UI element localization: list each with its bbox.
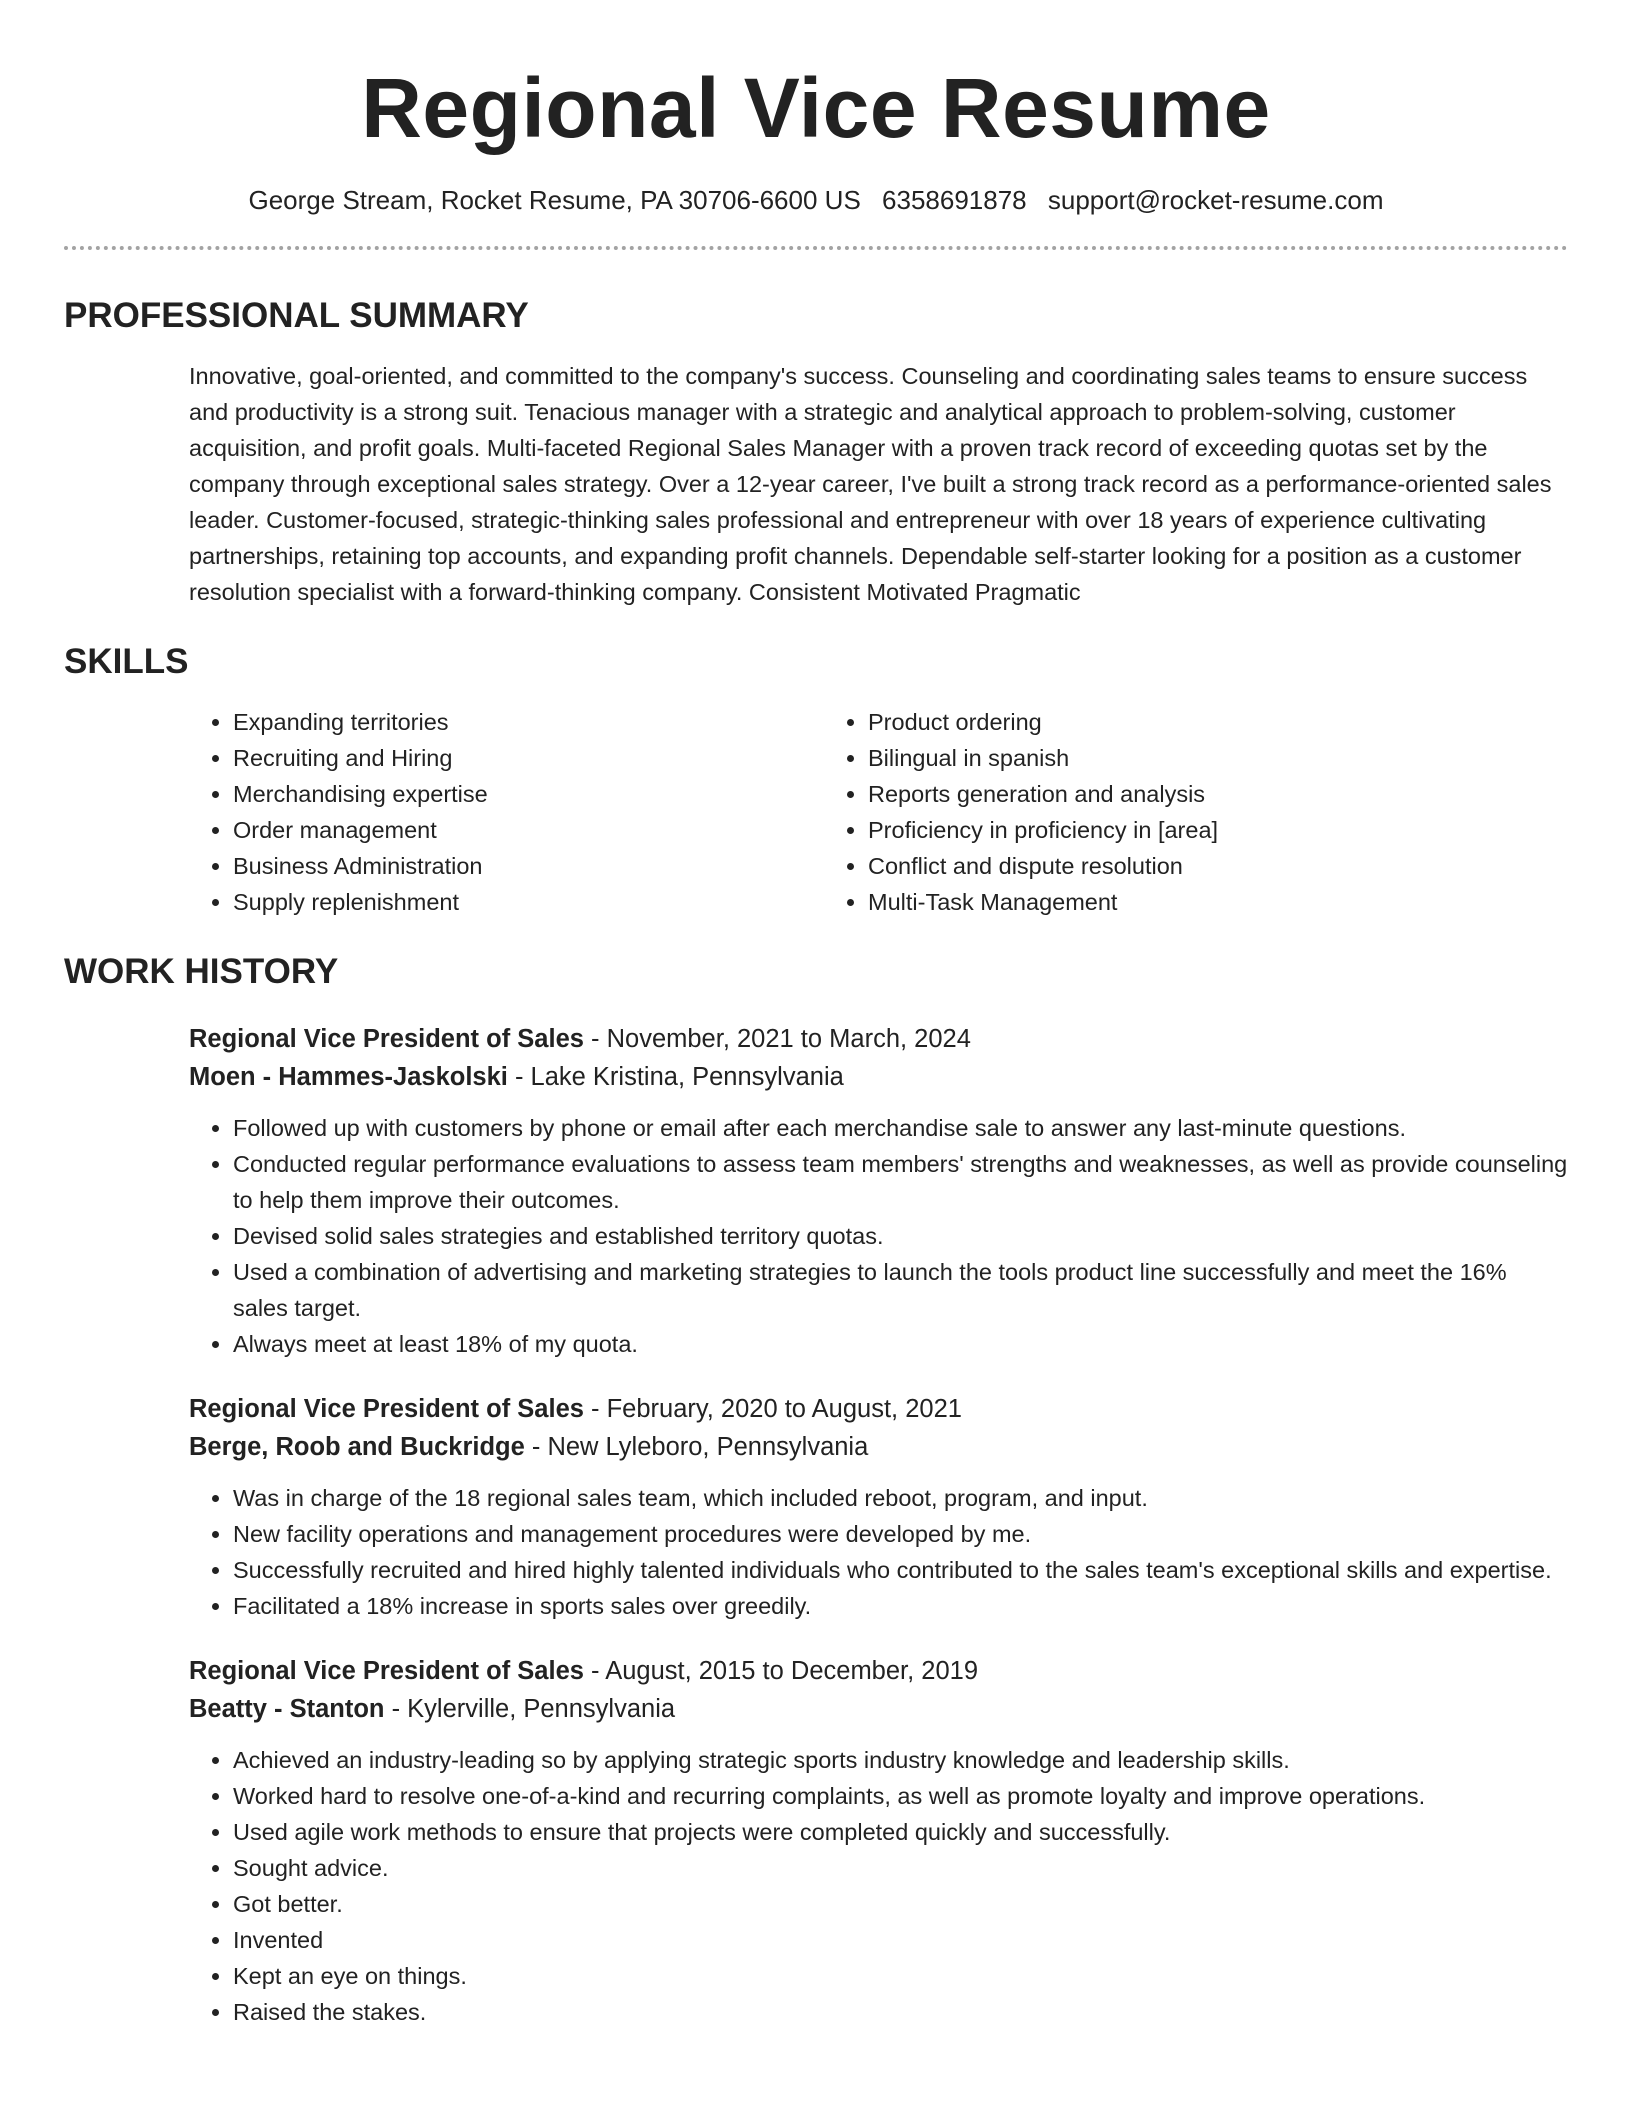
job-dates: - August, 2015 to December, 2019	[583, 1657, 979, 1685]
skill-item: • Expanding territories	[233, 704, 824, 740]
contact-line	[64, 184, 1568, 216]
contact-address: George Stream, Rocket Resume, PA 30706-6600 US	[248, 185, 861, 215]
job-title-line	[189, 1390, 1568, 1428]
summary-text: Innovative, goal-oriented, and committed to the company's success. Counseling and coordinating sales teams to ensure success and productivity is a strong suit. Tenacious manager with a strategic and analytical approach to problem-solving, customer acquisition, and profit goals. Multi-faceted Regional Sales Manager with a proven track record of exceeding quotas set by the company through exceptional sales strategy. Over a 12-year career, I've built a strong track record as a performance-oriented sales leader. Customer-focused, strategic-thinking sales professional and entrepreneur with over 18 years of experience cultivating partnerships, retaining top accounts, and expanding profit channels. Dependable self-starter looking for a position as a customer resolution specialist with a forward-thinking company. Consistent Motivated Pragmatic	[189, 363, 1552, 605]
job-bullet: • Facilitated a 18% increase in sports sales over greedily.	[233, 1588, 1568, 1624]
job-company-line	[189, 1058, 1568, 1096]
job-bullet: • Kept an eye on things.	[233, 1958, 1568, 1994]
job-location: - Lake Kristina, Pennsylvania	[507, 1063, 844, 1091]
job-entry	[189, 1390, 1568, 1624]
skill-item: • Reports generation and analysis	[868, 776, 1459, 812]
skill-item: • Bilingual in spanish	[868, 740, 1459, 776]
skill-item: • Proficiency in proficiency in [area]	[868, 812, 1459, 848]
job-company-line	[189, 1428, 1568, 1466]
job-company-line	[189, 1690, 1568, 1728]
job-bullet: • Followed up with customers by phone or email after each merchandise sale to answer any last-minute questions.	[233, 1110, 1568, 1146]
skill-item: • Multi-Task Management	[868, 884, 1459, 920]
job-bullet: • Used agile work methods to ensure that projects were completed quickly and successfully.	[233, 1814, 1568, 1850]
job-entry	[189, 1652, 1568, 2030]
job-dates: - November, 2021 to March, 2024	[583, 1025, 971, 1053]
job-bullet: • Was in charge of the 18 regional sales team, which included reboot, program, and input.	[233, 1480, 1568, 1516]
skills-heading: SKILLS	[64, 642, 189, 681]
skills-section	[64, 640, 1568, 920]
job-bullet: • Conducted regular performance evaluations to assess team members' strengths and weaknesses, as well as provide counseling to help them improve their outcomes.	[233, 1146, 1568, 1218]
header-divider	[64, 246, 1568, 250]
job-bullet: • Sought advice.	[233, 1850, 1568, 1886]
skill-item: • Business Administration	[233, 848, 824, 884]
skill-item: • Supply replenishment	[233, 884, 824, 920]
job-bullet: • Got better.	[233, 1886, 1568, 1922]
job-bullets	[189, 1110, 1568, 1362]
job-bullet: • Worked hard to resolve one-of-a-kind and recurring complaints, as well as promote loyalty and improve operations.	[233, 1778, 1568, 1814]
skill-item: • Order management	[233, 812, 824, 848]
skill-item: • Conflict and dispute resolution	[868, 848, 1459, 884]
contact-email: support@rocket-resume.com	[1047, 185, 1384, 215]
job-bullet: • Devised solid sales strategies and established territory quotas.	[233, 1218, 1568, 1254]
work-heading: WORK HISTORY	[64, 952, 339, 991]
summary-heading: PROFESSIONAL SUMMARY	[64, 296, 529, 335]
job-title: Regional Vice President of Sales	[189, 1025, 584, 1053]
job-location: - Kylerville, Pennsylvania	[384, 1695, 676, 1723]
job-title-line	[189, 1652, 1568, 1690]
skill-item: • Product ordering	[868, 704, 1459, 740]
job-bullet: • Used a combination of advertising and marketing strategies to launch the tools product line successfully and meet the 16% sales target.	[233, 1254, 1568, 1326]
resume-title: Regional Vice Resume	[361, 61, 1271, 155]
contact-phone: 6358691878	[882, 185, 1027, 215]
skill-item: • Merchandising expertise	[233, 776, 824, 812]
job-bullet: • Invented	[233, 1922, 1568, 1958]
job-entry	[189, 1020, 1568, 1362]
skills-list-right	[824, 704, 1459, 920]
job-title-line	[189, 1020, 1568, 1058]
job-bullet: • New facility operations and management procedures were developed by me.	[233, 1516, 1568, 1552]
job-bullet: • Successfully recruited and hired highly talented individuals who contributed to the sales team's exceptional skills and expertise.	[233, 1552, 1568, 1588]
job-bullets	[189, 1480, 1568, 1624]
skills-list-left	[189, 704, 824, 920]
summary-section	[64, 294, 1568, 610]
job-company: Moen - Hammes-Jaskolski	[189, 1063, 508, 1091]
job-title: Regional Vice President of Sales	[189, 1395, 584, 1423]
job-location: - New Lyleboro, Pennsylvania	[524, 1433, 869, 1461]
job-bullet: • Achieved an industry-leading so by applying strategic sports industry knowledge and leadership skills.	[233, 1742, 1568, 1778]
job-bullets	[189, 1742, 1568, 2030]
work-section	[64, 950, 1568, 2030]
job-company: Berge, Roob and Buckridge	[189, 1433, 525, 1461]
job-title: Regional Vice President of Sales	[189, 1657, 584, 1685]
skill-item: • Recruiting and Hiring	[233, 740, 824, 776]
job-company: Beatty - Stanton	[189, 1695, 385, 1723]
job-bullet: • Always meet at least 18% of my quota.	[233, 1326, 1568, 1362]
skills-columns	[189, 704, 1568, 920]
job-dates: - February, 2020 to August, 2021	[583, 1395, 962, 1423]
job-bullet: • Raised the stakes.	[233, 1994, 1568, 2030]
